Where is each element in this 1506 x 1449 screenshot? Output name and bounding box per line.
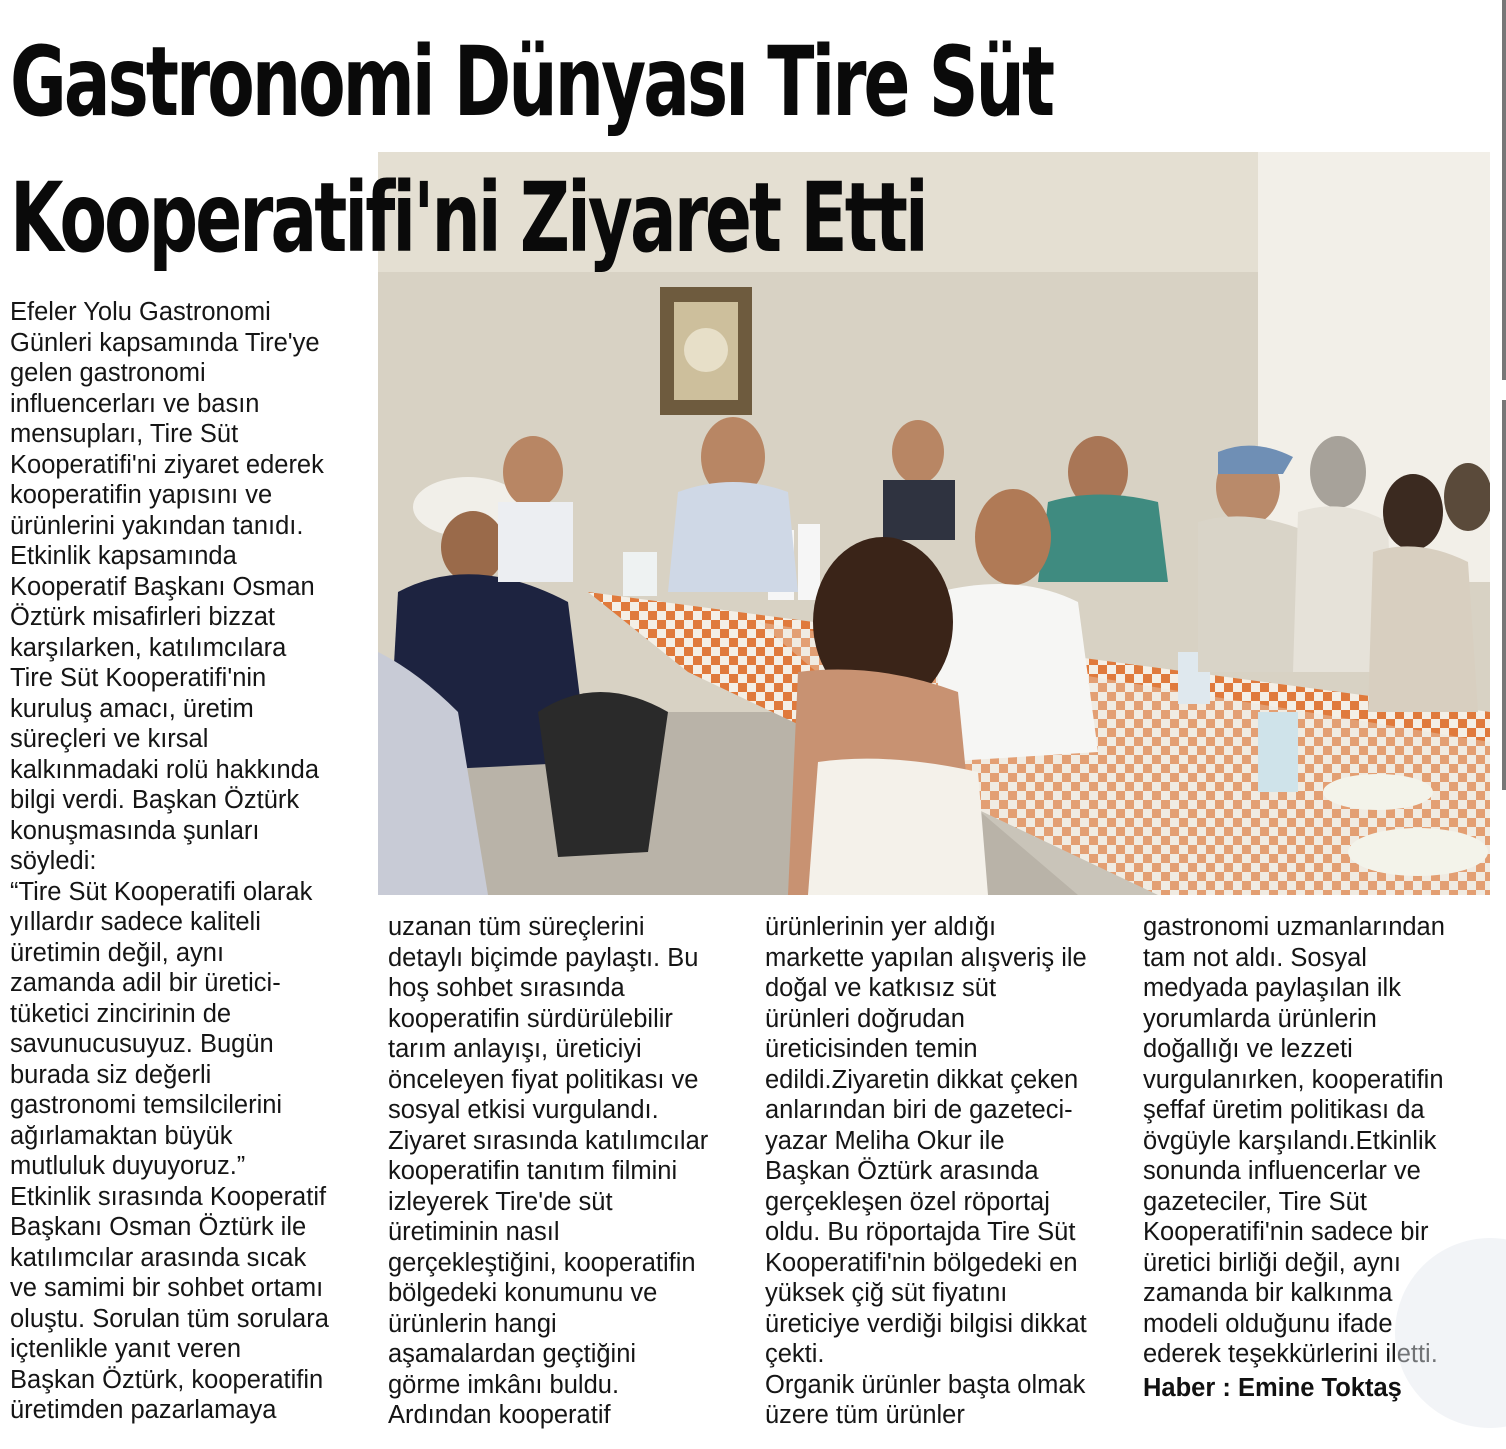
- article-column-4: gastronomi uzmanlarından tam not aldı. Sosyal medyada paylaşılan ilk yorumlarda ürünlerin doğallığı ve lezzeti vurgulanırken, kooperatifin şeffaf üretim politikası da övgüyle karşılandı.Etkinlik sonunda influencerlar ve gazeteciler, Tire Süt Kooperatifi'nin sadece bir üretici birliği değil, aynı zamanda bir kalkınma modeli olduğunu ifade ederek teşekkürlerini iletti.: [1143, 913, 1445, 1368]
- page-edge-marker-top: [1502, 0, 1506, 380]
- headline-line-1: Gastronomi Dünyası Tire Süt: [10, 26, 1053, 138]
- headline-line-2: Kooperatifi'ni Ziyaret Etti: [10, 162, 926, 274]
- article-column-2: uzanan tüm süreçlerini detaylı biçimde paylaştı. Bu hoş sohbet sırasında kooperatifin sürdürülebilir tarım anlayışı, üreticiyi önceleyen fiyat politikası ve sosyal etkisi vurgulandı. Ziyaret sırasında katılımcılar kooperatifin tanıtım filmini izleyerek Tire'de süt üretiminin nasıl gerçekleştiğini, kooperatifin bölgedeki konumunu ve ürünlerin hangi aşamalardan geçtiğini görme imkânı buldu. Ardından kooperatif: [388, 913, 709, 1429]
- article-column-1: Efeler Yolu Gastronomi Günleri kapsamında Tire'ye gelen gastronomi influencerları ve basın mensupları, Tire Süt Kooperatifi'ni ziyaret ederek kooperatifin yapısını ve ürünlerini yakından tanıdı. Etkinlik kapsamında Kooperatif Başkanı Osman Öztürk misafirleri bizzat karşılarken, katılımcılara Tire Süt Kooperatifi'nin kuruluş amacı, üretim süreçleri ve kırsal kalkınmadaki rolü hakkında bilgi verdi. Başkan Öztürk konuşmasında şunları söyledi: “Tire Süt Kooperatifi olarak yıllardır sadece kaliteli üretimin değil, aynı zamanda adil bir üretici- tüketici zincirinin de savunucusuyuz. Bugün burada siz değerli gastronomi temsilcilerini ağırlamaktan büyük mutluluk duyuyoruz.” Etkinlik sırasında Kooperatif Başkanı Osman Öztürk ile katılımcılar arasında sıcak ve samimi bir sohbet ortamı oluştu. Sorulan tüm sorulara içtenlikle yanıt veren Başkan Öztürk, kooperatifin üretimden pazarlamaya: [10, 298, 329, 1424]
- article-column-3: ürünlerinin yer aldığı markette yapılan alışveriş ile doğal ve katkısız süt ürünleri doğrudan üreticisinden temin edildi.Ziyaretin dikkat çeken anlarından biri de gazeteci- yazar Meliha Okur ile Başkan Öztürk arasında gerçekleşen özel röportaj oldu. Bu röportajda Tire Süt Kooperatifi'nin bölgedeki en yüksek çiğ süt fiyatını üreticiye verdiği bilgisi dikkat çekti. Organik ürünler başta olmak üzere tüm ürünler: [765, 913, 1087, 1429]
- article-byline: Haber : Emine Toktaş: [1143, 1374, 1402, 1402]
- page-edge-marker-middle: [1502, 400, 1506, 790]
